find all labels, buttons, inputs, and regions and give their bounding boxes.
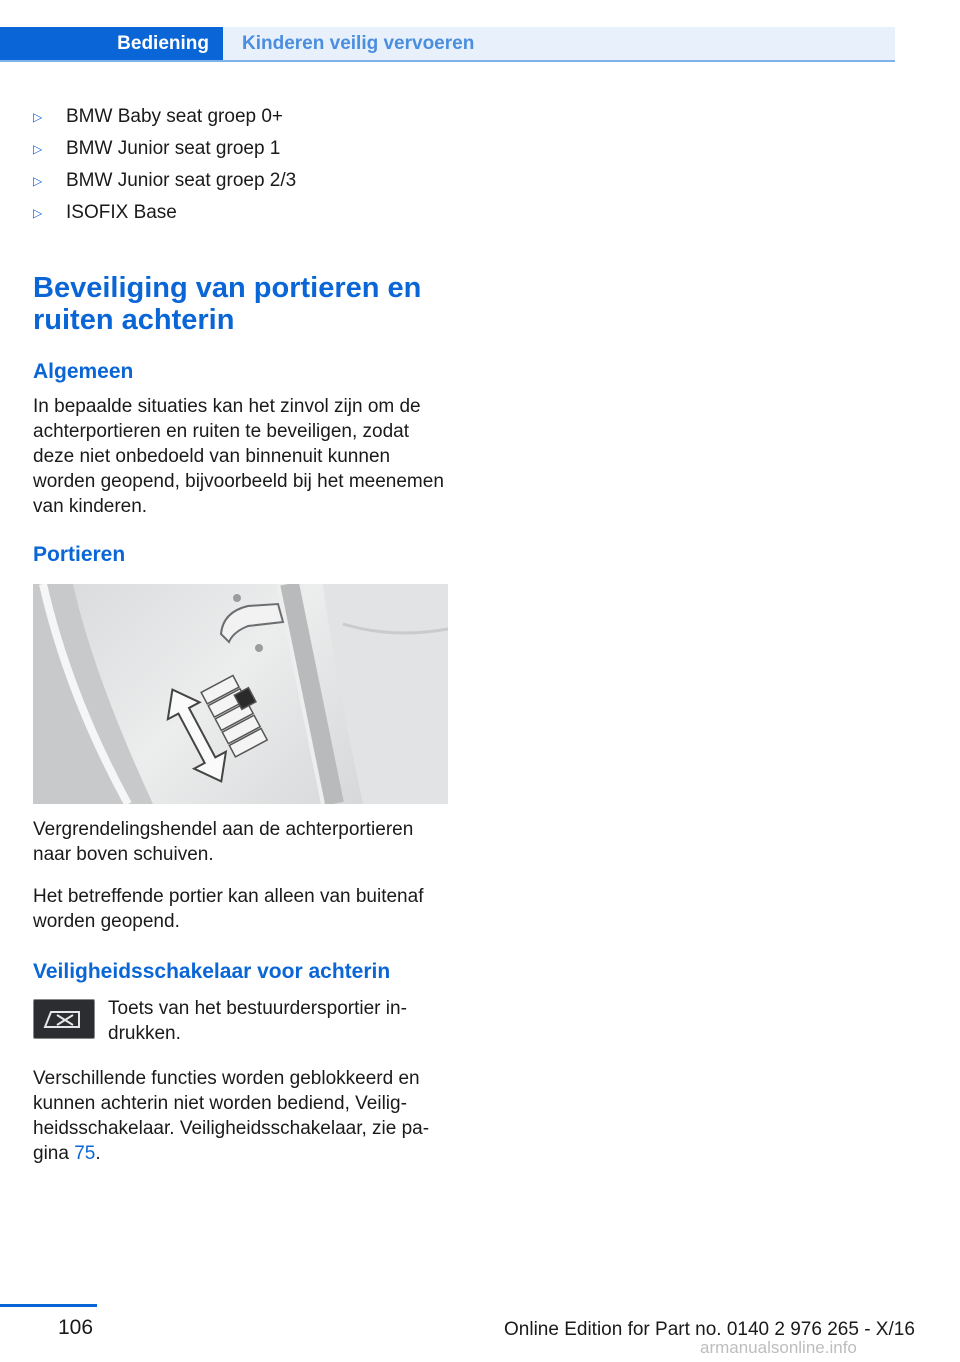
- page-title: Beveiliging van portieren en ruiten achterin: [33, 272, 422, 336]
- window-lock-button-icon: [33, 999, 95, 1039]
- header-divider: [0, 60, 895, 62]
- safety-switch-text: Verschillende functies worden geblokkeerd en kunnen achterin niet worden bediend, Veiligheidsschakelaar. Veiligheidsschakelaar, zie pagina 75.: [33, 1068, 430, 1164]
- page-tab[interactable]: Kinderen veilig vervoeren: [223, 27, 895, 60]
- list-item: ▷ BMW Junior seat groep 1: [33, 138, 281, 159]
- page-reference-link[interactable]: 75: [74, 1143, 96, 1164]
- door-lock-drawing: [33, 584, 448, 804]
- window-lock-icon: [41, 1007, 87, 1031]
- doors-note: Het betreffende portier kan alleen van buitenaf worden geopend.: [33, 886, 424, 932]
- safety-switch-instruction: Toets van het bestuurdersportier indrukken.: [108, 998, 407, 1044]
- edition-info: Online Edition for Part no. 0140 2 976 265 - X/16: [504, 1319, 915, 1340]
- heading-general: Algemeen: [33, 360, 134, 383]
- page-number: 106: [58, 1316, 94, 1339]
- footer-divider: [0, 1304, 97, 1307]
- door-lock-illustration: [33, 584, 448, 804]
- section-tab[interactable]: Bediening: [0, 27, 223, 60]
- general-text: In bepaalde situaties kan het zinvol zijn om de achterportieren en ruiten te beveiligen, zodat deze niet onbedoeld van binnenuit kunnen worden geopend, bijvoorbeeld bij het meenemen van kinderen.: [33, 396, 444, 517]
- list-item: ▷ BMW Baby seat groep 0+: [33, 106, 284, 127]
- doors-instruction: Vergrendelingshendel aan de achterportieren naar boven schuiven.: [33, 819, 414, 865]
- child-seat-list: [33, 101, 296, 229]
- triangle-bullet-icon: ▷: [33, 206, 43, 220]
- page-header: [0, 27, 895, 60]
- triangle-bullet-icon: ▷: [33, 174, 43, 188]
- list-item: ▷ ISOFIX Base: [33, 202, 177, 223]
- watermark: armanualsonline.info: [700, 1338, 857, 1357]
- triangle-bullet-icon: ▷: [33, 110, 43, 124]
- triangle-bullet-icon: ▷: [33, 142, 43, 156]
- heading-doors: Portieren: [33, 543, 126, 566]
- heading-safety-switch: Veiligheidsschakelaar voor achterin: [33, 960, 391, 983]
- list-item: ▷ BMW Junior seat groep 2/3: [33, 170, 297, 191]
